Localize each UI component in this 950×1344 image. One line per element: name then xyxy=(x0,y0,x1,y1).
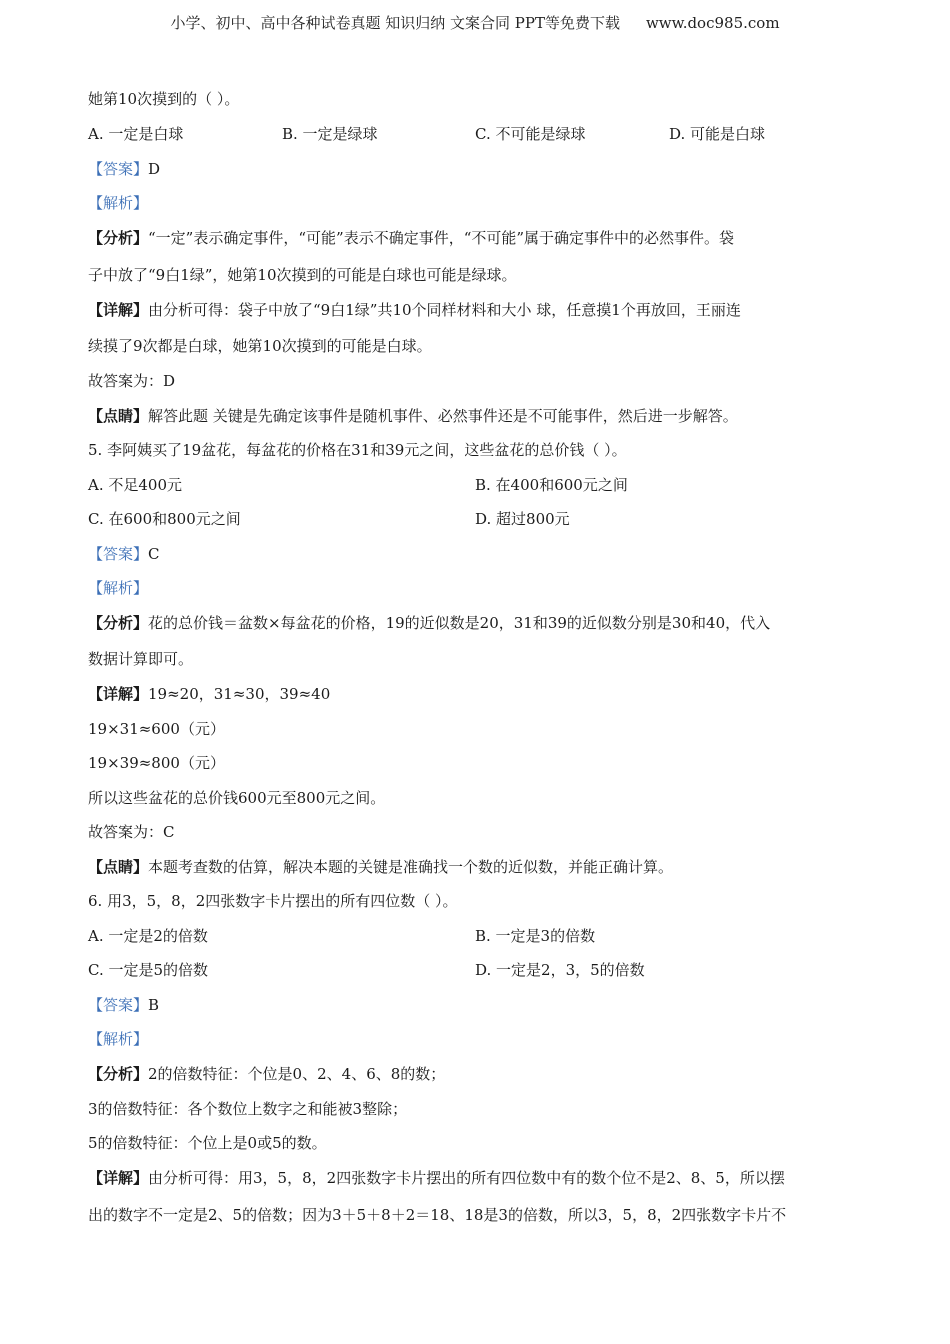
q4-fenxi-1 xyxy=(88,227,734,249)
q5-stem: 5. 李阿姨买了19盆花，每盆花的价格在31和39元之间，这些盆花的总价钱（ ）。 xyxy=(88,441,627,459)
q6-option-c: C. 一定是5的倍数 xyxy=(88,961,209,979)
header-text: 小学、初中、高中各种试卷真题 知识归纳 文案合同 PPT等免费下载 xyxy=(170,14,620,32)
header-site: www.doc985.com xyxy=(645,14,780,32)
q6-stem: 6. 用3，5，8，2四张数字卡片摆出的所有四位数（ ）。 xyxy=(88,892,458,910)
xiangjie-tag: 【详解】 xyxy=(88,1169,149,1187)
answer-tag: 【答案】 xyxy=(88,996,149,1014)
q5-calc-2: 19×39≈800（元） xyxy=(88,754,225,772)
xiangjie-text: 19≈20，31≈30，39≈40 xyxy=(148,685,331,703)
q4-dianjing xyxy=(88,405,738,427)
xiangjie-text: 由分析可得：袋子中放了“9白1绿”共10个同样材料和大小 球，任意摸1个再放回，王丽连 xyxy=(148,301,741,319)
q6-xiangjie-1 xyxy=(88,1167,785,1189)
answer-value: B xyxy=(148,996,160,1014)
q6-option-a: A. 一定是2的倍数 xyxy=(88,927,208,945)
q4-analysis-tag: 【解析】 xyxy=(88,194,149,212)
answer-value: C xyxy=(148,545,160,563)
q4-fenxi-2: 子中放了“9白1绿”，她第10次摸到的可能是白球也可能是绿球。 xyxy=(88,266,517,284)
fenxi-text: “一定”表示确定事件，“可能”表示不确定事件，“不可能”属于确定事件中的必然事件。袋 xyxy=(148,229,735,247)
q5-option-d: D. 超过800元 xyxy=(475,510,570,528)
q5-answer xyxy=(88,543,160,565)
q4-option-b: B. 一定是绿球 xyxy=(282,125,378,143)
q5-option-b: B. 在400和600元之间 xyxy=(475,476,628,494)
fenxi-text: 2的倍数特征：个位是0、2、4、6、8的数； xyxy=(148,1065,446,1083)
xiangjie-text: 由分析可得：用3，5，8，2四张数字卡片摆出的所有四位数中有的数个位不是2、8、5，所以摆 xyxy=(148,1169,785,1187)
q6-option-d: D. 一定是2，3，5的倍数 xyxy=(475,961,645,979)
dianjing-tag: 【点睛】 xyxy=(88,858,149,876)
dianjing-text: 解答此题 关键是先确定该事件是随机事件、必然事件还是不可能事件，然后进一步解答。 xyxy=(148,407,738,425)
dianjing-tag: 【点睛】 xyxy=(88,407,149,425)
q5-option-a: A. 不足400元 xyxy=(88,476,182,494)
page-header xyxy=(0,12,950,33)
q5-xiangjie-1 xyxy=(88,683,330,705)
q6-xiangjie-2: 出的数字不一定是2、5的倍数；因为3＋5＋8＋2＝18、18是3的倍数，所以3，5，8，2四张数字卡片不 xyxy=(88,1206,787,1224)
fenxi-text: 花的总价钱＝盆数×每盆花的价格，19的近似数是20，31和39的近似数分别是30和40，代入 xyxy=(148,614,771,632)
xiangjie-tag: 【详解】 xyxy=(88,301,149,319)
q4-option-d: D. 可能是白球 xyxy=(669,125,766,143)
xiangjie-tag: 【详解】 xyxy=(88,685,149,703)
q6-answer xyxy=(88,994,159,1016)
q5-dianjing xyxy=(88,856,673,878)
q6-option-b: B. 一定是3的倍数 xyxy=(475,927,596,945)
q4-xiangjie-1 xyxy=(88,299,741,321)
q5-option-c: C. 在600和800元之间 xyxy=(88,510,241,528)
answer-value: D xyxy=(148,160,161,178)
answer-tag: 【答案】 xyxy=(88,545,149,563)
q5-final: 故答案为：C xyxy=(88,823,175,841)
q5-fenxi-1 xyxy=(88,612,770,634)
q6-fenxi-1 xyxy=(88,1063,445,1085)
q4-answer xyxy=(88,158,160,180)
q4-option-c: C. 不可能是绿球 xyxy=(475,125,586,143)
q5-analysis-tag: 【解析】 xyxy=(88,579,149,597)
q6-rule-5: 5的倍数特征：个位上是0或5的数。 xyxy=(88,1134,327,1152)
fenxi-tag: 【分析】 xyxy=(88,1065,149,1083)
q6-rule-3: 3的倍数特征：各个数位上数字之和能被3整除； xyxy=(88,1100,408,1118)
q6-analysis-tag: 【解析】 xyxy=(88,1030,149,1048)
q4-option-a: A. 一定是白球 xyxy=(88,125,184,143)
answer-tag: 【答案】 xyxy=(88,160,149,178)
fenxi-tag: 【分析】 xyxy=(88,229,149,247)
q5-fenxi-2: 数据计算即可。 xyxy=(88,650,194,668)
q4-xiangjie-2: 续摸了9次都是白球，她第10次摸到的可能是白球。 xyxy=(88,337,432,355)
dianjing-text: 本题考查数的估算，解决本题的关键是准确找一个数的近似数，并能正确计算。 xyxy=(148,858,674,876)
q5-calc-1: 19×31≈600（元） xyxy=(88,720,225,738)
fenxi-tag: 【分析】 xyxy=(88,614,149,632)
q4-final: 故答案为：D xyxy=(88,372,176,390)
q4-stem-tail: 她第10次摸到的（ ）。 xyxy=(88,90,240,108)
q5-conclusion: 所以这些盆花的总价钱600元至800元之间。 xyxy=(88,789,386,807)
